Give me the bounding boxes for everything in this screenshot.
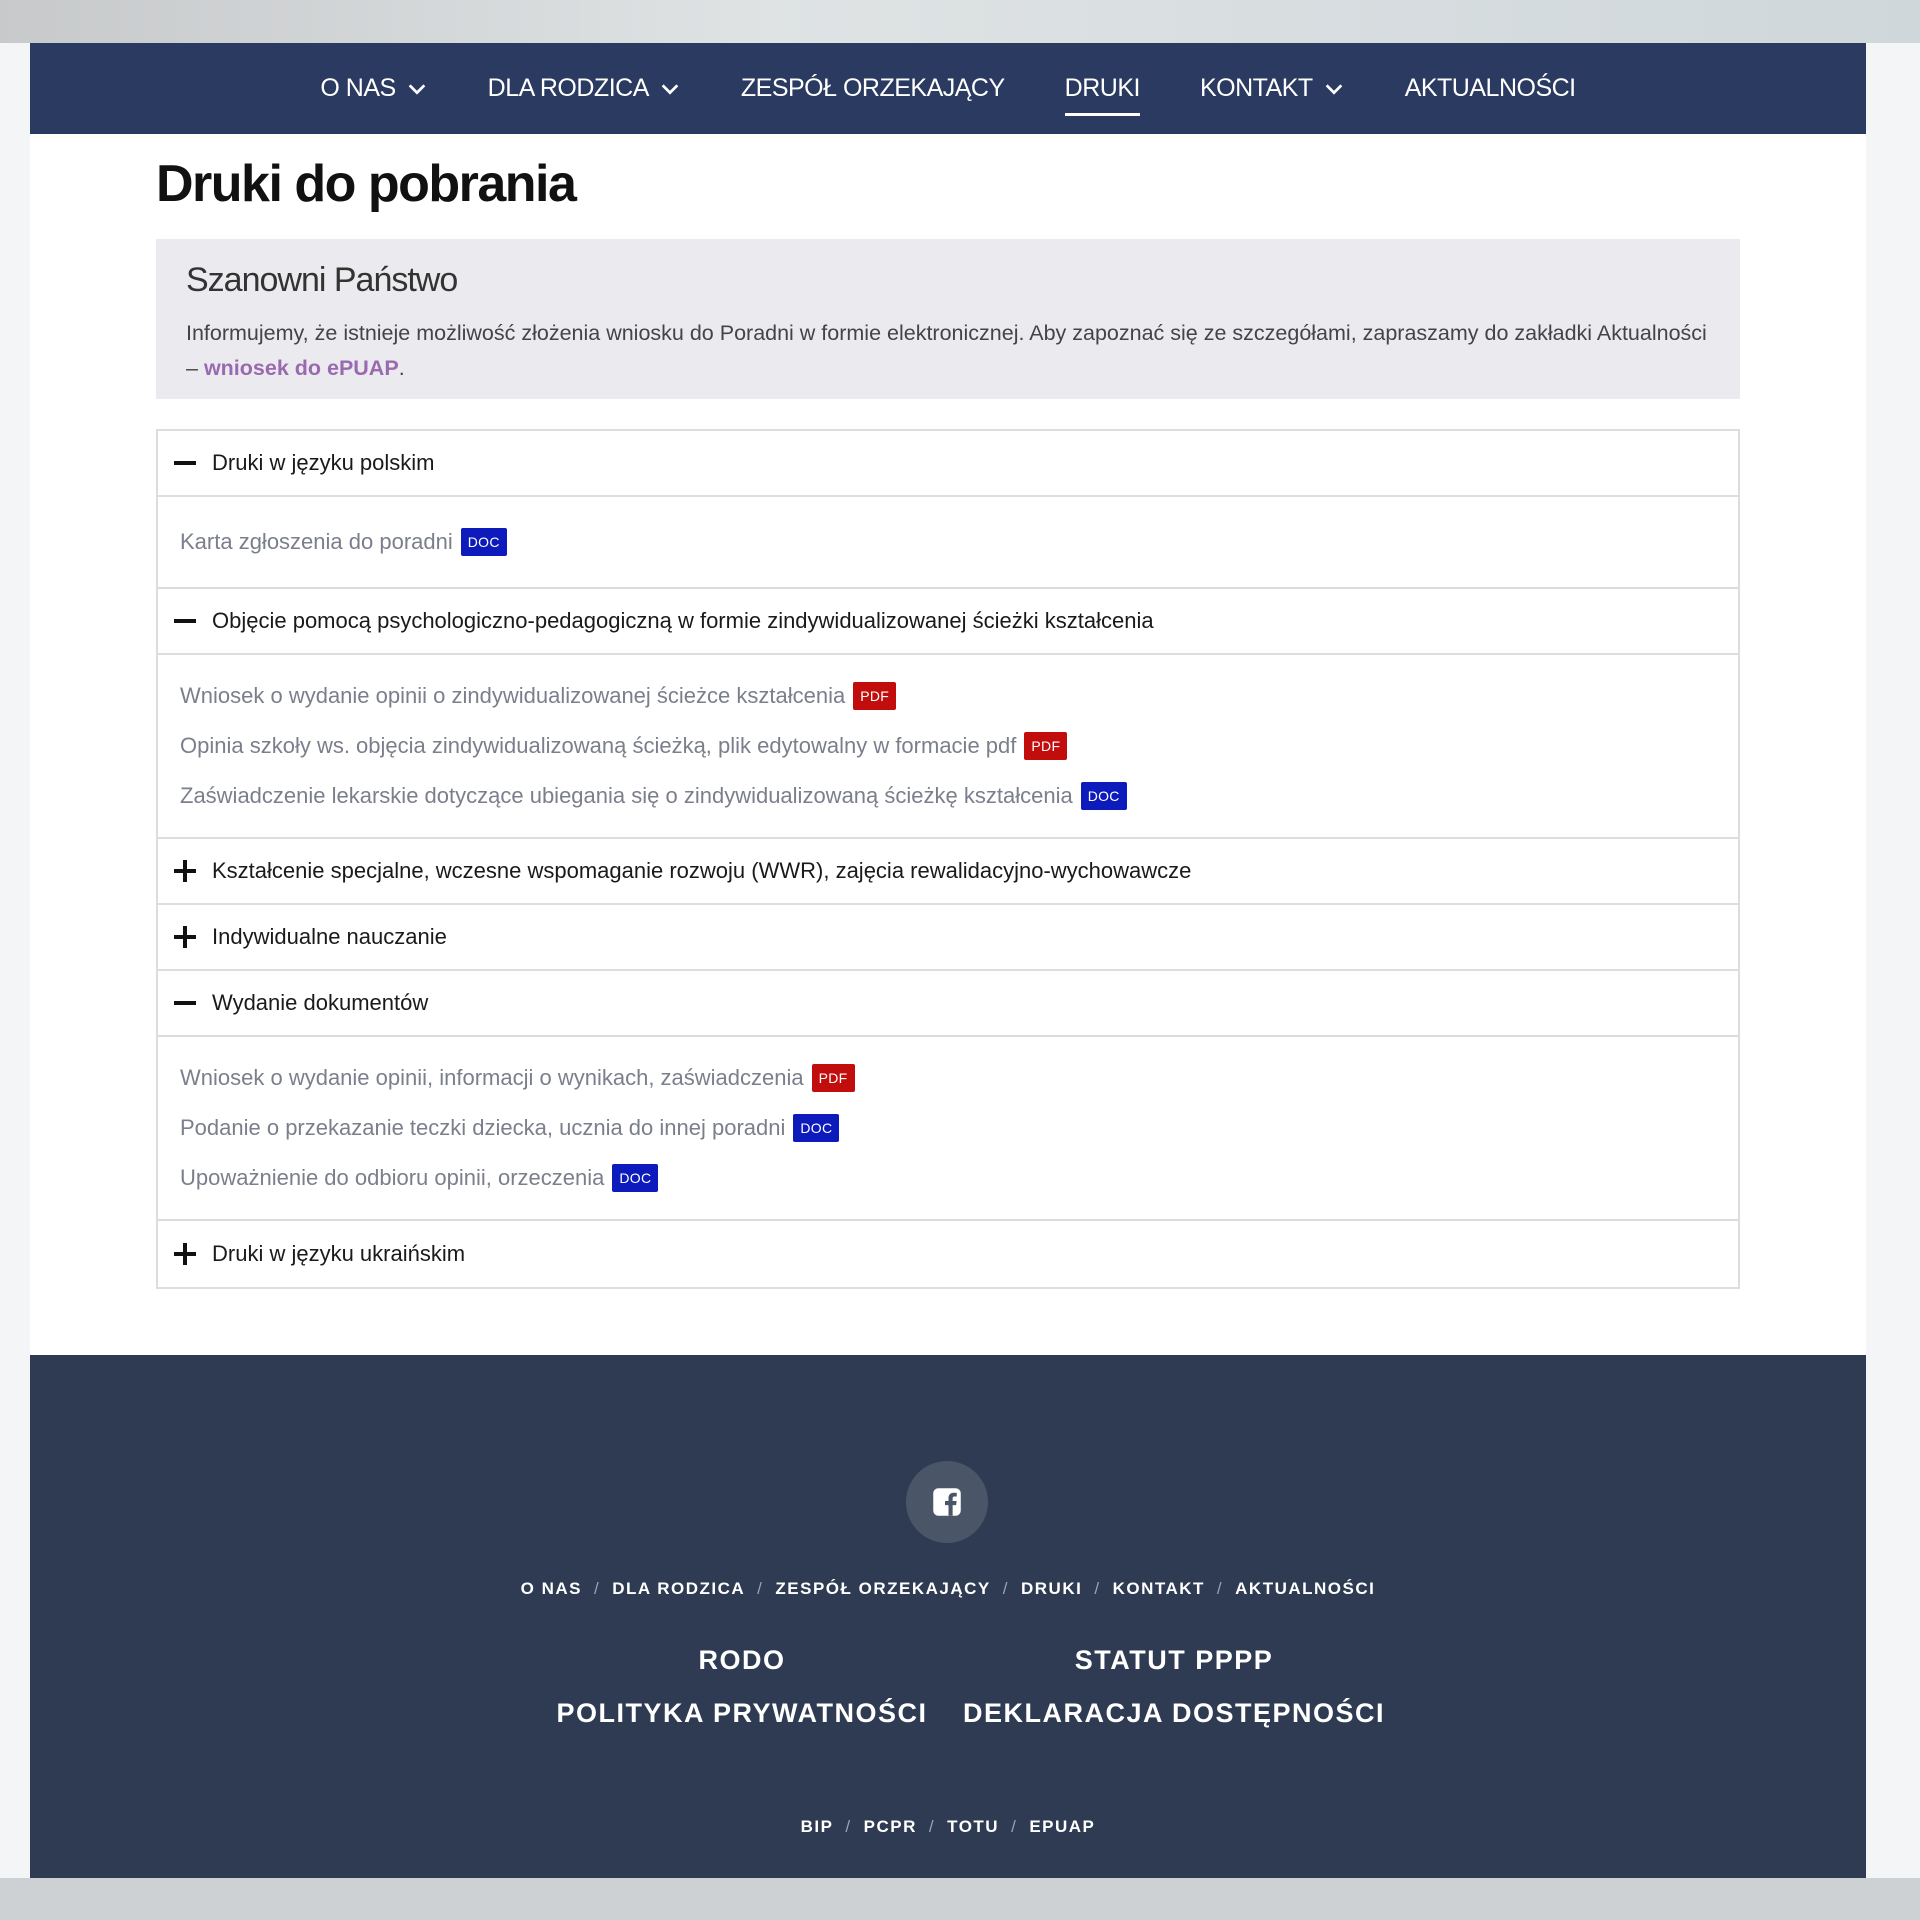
plus-icon xyxy=(174,1243,196,1265)
accordion-title: Druki w języku polskim xyxy=(212,450,435,475)
notice-title: Szanowni Państwo xyxy=(186,261,458,299)
separator: / xyxy=(1216,1579,1224,1598)
file-link[interactable]: Podanie o przekazanie teczki dziecka, ucznia do innej poradni xyxy=(180,1115,786,1140)
file-item xyxy=(180,721,1738,771)
rodo-link[interactable]: RODO xyxy=(698,1645,786,1675)
footer-legal-links xyxy=(30,1645,1866,1729)
separator: / xyxy=(845,1817,852,1836)
browser-bottom-strip xyxy=(0,1878,1920,1920)
separator: / xyxy=(593,1579,601,1598)
nav-item-label: ZESPÓŁ ORZEKAJĄCY xyxy=(740,74,1005,102)
minus-icon xyxy=(174,452,196,474)
minus-icon xyxy=(174,992,196,1014)
page xyxy=(30,43,1866,1878)
doc-badge: DOC xyxy=(793,1114,839,1142)
chevron-down-icon xyxy=(406,78,428,100)
pdf-badge: PDF xyxy=(853,682,896,710)
doc-badge: DOC xyxy=(1081,782,1127,810)
doc-badge: DOC xyxy=(461,528,507,556)
nav-item-label: KONTAKT xyxy=(1199,74,1313,102)
totu-link[interactable]: TOTU xyxy=(947,1817,1000,1836)
accordion-header-individual-teaching[interactable] xyxy=(158,905,1738,971)
nav-item-label: DLA RODZICA xyxy=(487,74,649,102)
page-left-margin xyxy=(0,43,30,1878)
pdf-badge: PDF xyxy=(1024,732,1067,760)
nav-item-label: DRUKI xyxy=(1064,74,1140,102)
statut-link[interactable]: STATUT PPPP xyxy=(1074,1645,1274,1675)
downloads-accordion xyxy=(156,429,1740,1289)
footer-nav-aktualnosci[interactable]: AKTUALNOŚCI xyxy=(1235,1579,1376,1598)
chevron-down-icon xyxy=(659,78,681,100)
file-item xyxy=(180,1153,1738,1203)
notice-box xyxy=(156,239,1740,399)
nav-item-label: AKTUALNOŚCI xyxy=(1404,74,1576,102)
file-link[interactable]: Wniosek o wydanie opinii o zindywidualizowanej ścieżce kształcenia xyxy=(180,683,846,708)
chevron-down-icon xyxy=(1323,78,1345,100)
pcpr-link[interactable]: PCPR xyxy=(863,1817,917,1836)
file-item xyxy=(180,671,1738,721)
facebook-button[interactable] xyxy=(906,1461,988,1543)
nav-item-zespol-orzekajacy[interactable] xyxy=(741,43,1005,134)
page-right-margin xyxy=(1866,43,1920,1878)
accordion-header-polish[interactable] xyxy=(158,431,1738,497)
file-item xyxy=(180,1103,1738,1153)
site-footer xyxy=(30,1355,1866,1878)
separator: / xyxy=(1011,1817,1018,1836)
file-item xyxy=(180,771,1738,821)
accordion-header-documents[interactable] xyxy=(158,971,1738,1037)
notice-text xyxy=(186,316,1710,386)
accordion-title: Kształcenie specjalne, wczesne wspomaganie rozwoju (WWR), zajęcia rewalidacyjno-wychowawcze xyxy=(212,858,1192,883)
notice-body: Informujemy, że istnieje możliwość złożenia wniosku do Poradni w formie elektronicznej. Aby zapoznać się ze szczegółami, zapraszamy do zakładki Aktualności – xyxy=(186,321,1707,380)
file-item xyxy=(180,517,1738,567)
plus-icon xyxy=(174,860,196,882)
nav-item-aktualnosci[interactable] xyxy=(1405,43,1576,134)
privacy-policy-link[interactable]: POLITYKA PRYWATNOŚCI xyxy=(556,1698,928,1728)
facebook-icon xyxy=(932,1487,962,1517)
nav-item-o-nas[interactable] xyxy=(320,43,427,134)
accessibility-declaration-link[interactable]: DEKLARACJA DOSTĘPNOŚCI xyxy=(962,1698,1386,1728)
accordion-header-special-education[interactable] xyxy=(158,839,1738,905)
browser-top-strip xyxy=(0,0,1920,43)
accordion-body-documents xyxy=(158,1037,1738,1221)
main-nav xyxy=(30,43,1866,134)
doc-badge: DOC xyxy=(612,1164,658,1192)
file-link[interactable]: Karta zgłoszenia do poradni xyxy=(180,529,453,554)
separator: / xyxy=(928,1817,936,1836)
footer-nav-o-nas[interactable]: O NAS xyxy=(520,1579,582,1598)
footer-nav-zespol[interactable]: ZESPÓŁ ORZEKAJĄCY xyxy=(775,1579,991,1598)
file-link[interactable]: Opinia szkoły ws. objęcia zindywidualizowaną ścieżką, plik edytowalny w formacie pdf xyxy=(180,733,1017,758)
file-link[interactable]: Wniosek o wydanie opinii, informacji o wynikach, zaświadczenia xyxy=(180,1065,804,1090)
nav-item-dla-rodzica[interactable] xyxy=(488,43,681,134)
file-link[interactable]: Upoważnienie do odbioru opinii, orzeczenia xyxy=(180,1165,605,1190)
epuap-link[interactable]: wniosek do ePUAP xyxy=(203,356,399,380)
main-content xyxy=(156,134,1740,1289)
accordion-header-ukrainian[interactable] xyxy=(158,1221,1738,1287)
minus-icon xyxy=(174,610,196,632)
footer-nav xyxy=(30,1579,1866,1599)
accordion-body-individual-path xyxy=(158,655,1738,839)
separator: / xyxy=(1094,1579,1101,1598)
page-title: Druki do pobrania xyxy=(156,155,576,213)
accordion-title: Druki w języku ukraińskim xyxy=(212,1241,466,1266)
epuap-footer-link[interactable]: EPUAP xyxy=(1029,1817,1096,1836)
footer-nav-dla-rodzica[interactable]: DLA RODZICA xyxy=(612,1579,746,1598)
file-item xyxy=(180,1053,1738,1103)
plus-icon xyxy=(174,926,196,948)
footer-nav-druki[interactable]: DRUKI xyxy=(1021,1579,1083,1598)
pdf-badge: PDF xyxy=(812,1064,855,1092)
accordion-title: Indywidualne nauczanie xyxy=(212,924,447,949)
nav-item-druki[interactable] xyxy=(1065,43,1140,134)
bip-link[interactable]: BIP xyxy=(800,1817,834,1836)
nav-item-kontakt[interactable] xyxy=(1200,43,1345,134)
separator: / xyxy=(1002,1579,1009,1598)
accordion-title: Objęcie pomocą psychologiczno-pedagogiczną w formie zindywidualizowanej ścieżki kształcenia xyxy=(212,608,1154,633)
accordion-header-individual-path[interactable] xyxy=(158,589,1738,655)
accordion-title: Wydanie dokumentów xyxy=(212,990,429,1015)
accordion-body-polish xyxy=(158,497,1738,589)
footer-nav-kontakt[interactable]: KONTAKT xyxy=(1112,1579,1205,1598)
separator: / xyxy=(757,1579,764,1598)
file-link[interactable]: Zaświadczenie lekarskie dotyczące ubiegania się o zindywidualizowaną ścieżkę kształcenia xyxy=(180,783,1073,808)
notice-suffix: . xyxy=(398,356,405,380)
footer-external-links xyxy=(30,1817,1866,1837)
nav-item-label: O NAS xyxy=(320,74,396,102)
